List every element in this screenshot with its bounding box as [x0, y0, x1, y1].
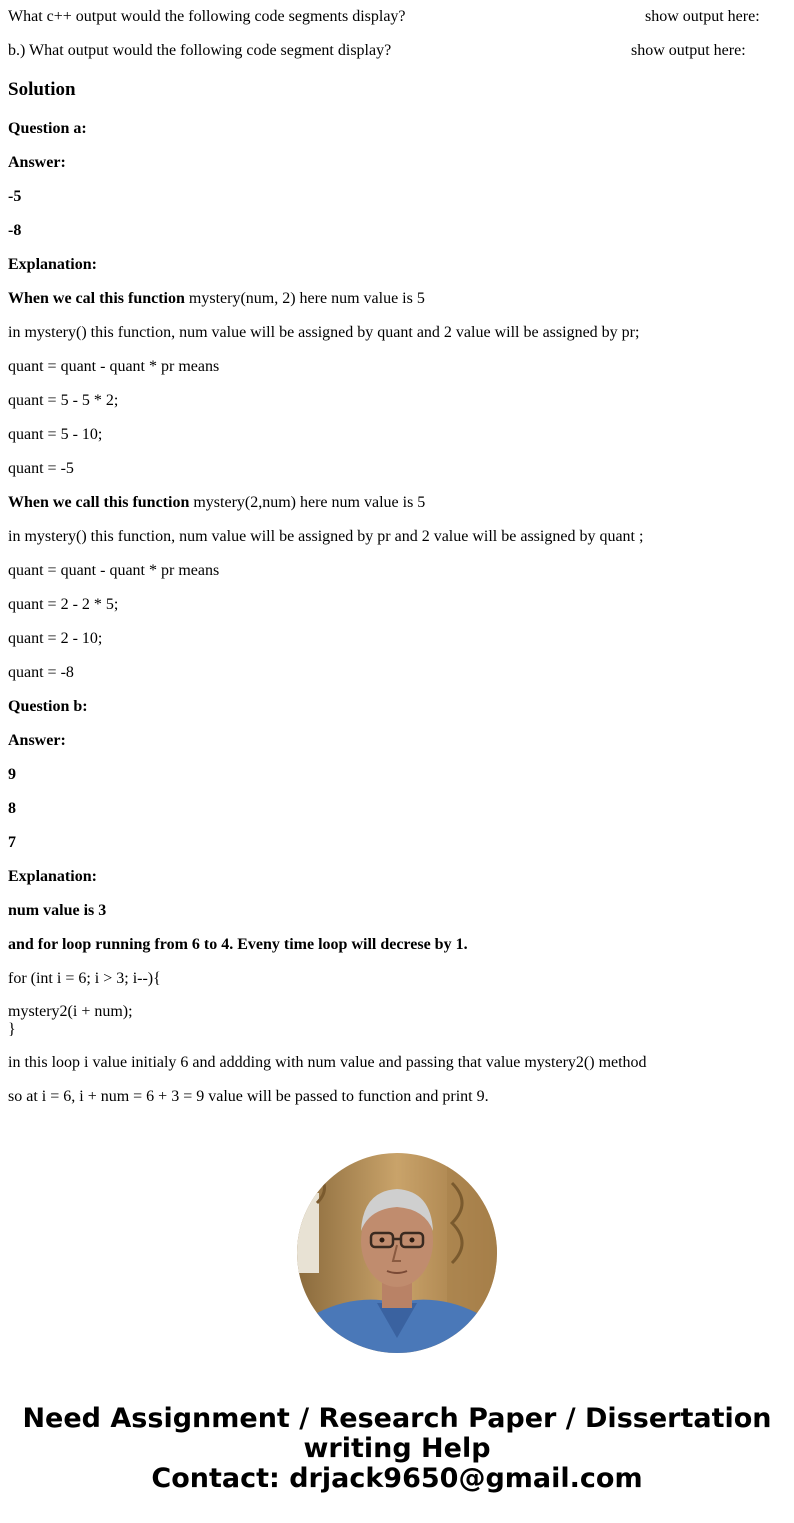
- question-a-answer-2: -8: [8, 222, 22, 239]
- question-a-explanation-label: Explanation:: [8, 256, 97, 273]
- question-b-line-2: so at i = 6, i + num = 6 + 3 = 9 value will be passed to function and print 9.: [8, 1088, 489, 1105]
- question-b-answer-1: 9: [8, 766, 16, 783]
- question-b-line-1: in this loop i value initialy 6 and addding with num value and passing that value mystery2() method: [8, 1054, 647, 1071]
- call2-line-1: in mystery() this function, num value will be assigned by pr and 2 value will be assigned by quant ;: [8, 528, 644, 545]
- footer-line-1: Need Assignment / Research Paper / Dissertation: [22, 1403, 772, 1434]
- solution-heading: Solution: [8, 79, 76, 100]
- call1-line-2: quant = quant - quant * pr means: [8, 358, 220, 375]
- question-b-answer-3: 7: [8, 834, 16, 851]
- code-for-line: for (int i = 6; i > 3; i--){: [8, 970, 161, 987]
- question-b-bold-line-2: and for loop running from 6 to 4. Eveny time loop will decrese by 1.: [8, 936, 468, 953]
- question-b-explanation-label: Explanation:: [8, 868, 97, 885]
- code-close-line: }: [8, 1021, 16, 1038]
- question-b-answer-2: 8: [8, 800, 16, 817]
- call2-line-2: quant = quant - quant * pr means: [8, 562, 220, 579]
- question-a-answer-1: -5: [8, 188, 22, 205]
- question-a-answer-label: Answer:: [8, 154, 66, 171]
- call2-line-3: quant = 2 - 2 * 5;: [8, 596, 119, 613]
- call2-line-4: quant = 2 - 10;: [8, 630, 103, 647]
- call1-line-5: quant = -5: [8, 460, 74, 477]
- question-a-title: Question a:: [8, 120, 87, 137]
- question-b-line: [8, 34, 788, 68]
- code-call-line: mystery2(i + num);: [8, 1003, 133, 1020]
- question-b-bold-line-1: num value is 3: [8, 902, 107, 919]
- footer-contact: Contact: drjack9650@gmail.com: [151, 1463, 643, 1494]
- call1-intro: [8, 282, 788, 316]
- question-b-title: Question b:: [8, 698, 88, 715]
- call1-line-4: quant = 5 - 10;: [8, 426, 103, 443]
- call2-bold: When we call this function: [8, 494, 190, 511]
- footer-banner: [0, 1404, 794, 1494]
- question-a-line: [8, 0, 788, 34]
- call1-line-3: quant = 5 - 5 * 2;: [8, 392, 119, 409]
- call2-intro: [8, 486, 788, 520]
- call2-rest: mystery(2,num) here num value is 5: [189, 494, 426, 511]
- document-body: [8, 0, 788, 1114]
- author-portrait-image: [297, 1153, 497, 1353]
- question-b-text: b.) What output would the following code segment display?: [8, 42, 392, 59]
- author-avatar: [297, 1153, 497, 1353]
- call1-rest: mystery(num, 2) here num value is 5: [184, 290, 425, 307]
- question-b-answer-label: Answer:: [8, 732, 66, 749]
- question-a-text: What c++ output would the following code segments display?: [8, 8, 406, 25]
- call1-bold: When we cal this function: [8, 290, 185, 307]
- question-b-output-label: show output here:: [631, 42, 746, 59]
- question-a-output-label: show output here:: [645, 8, 760, 25]
- footer-line-2: writing Help: [303, 1433, 491, 1464]
- call2-line-5: quant = -8: [8, 664, 74, 681]
- call1-line-1: in mystery() this function, num value will be assigned by quant and 2 value will be assigned by pr;: [8, 324, 640, 341]
